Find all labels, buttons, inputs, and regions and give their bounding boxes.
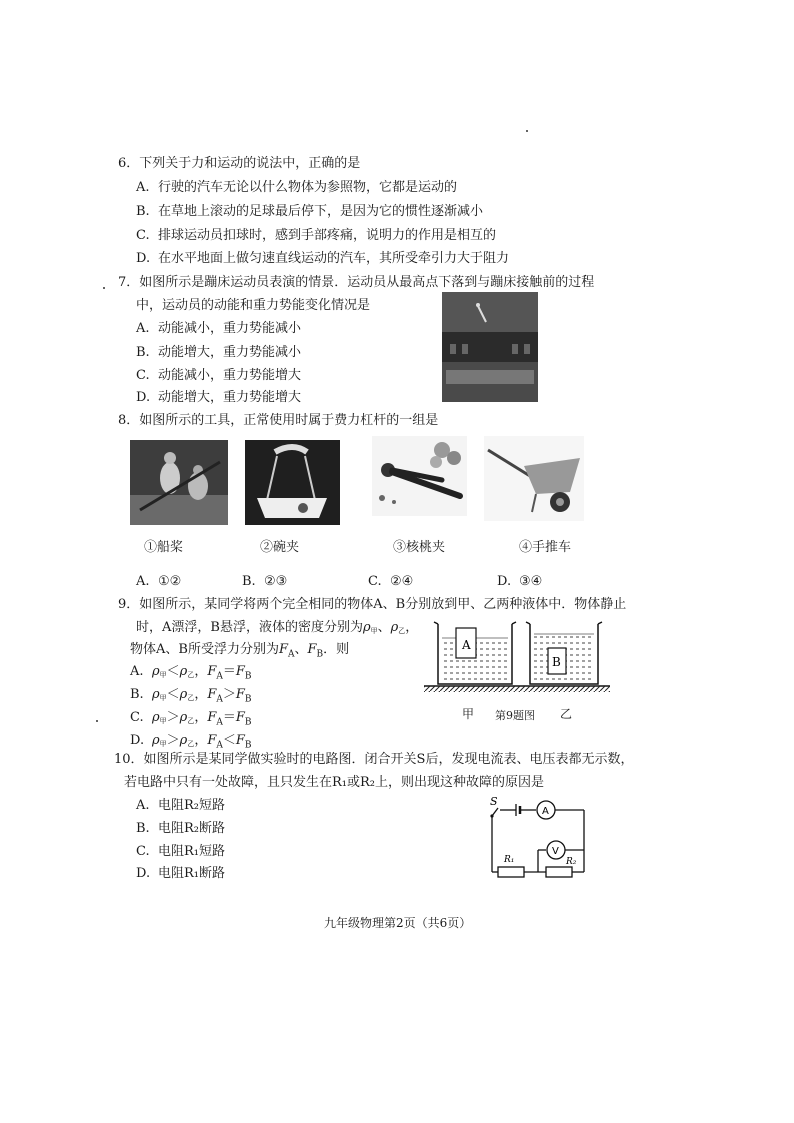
r2-resistor [546,867,572,877]
box-a-label: A [462,638,471,652]
switch-label: S [490,796,498,808]
q7-stem-line1: 7．如图所示是蹦床运动员表演的情景．运动员从最高点下落到与蹦床接触前的过程 [118,275,595,290]
wheelbarrow-photo-image [484,436,584,521]
q9-beakers-figure [420,616,612,696]
q8-option-b: B. ②③ [242,574,288,589]
trampoline-photo [442,292,538,402]
q9-stem-line2: 时，A漂浮，B悬浮，液体的密度分别为ρ甲、ρ乙， [136,620,419,635]
q10-option-d: D. 电阻R₁断路 [136,866,225,881]
ground-hatch [424,686,610,692]
scan-speck [96,720,98,722]
page-footer: 九年级物理第2页（共6页） [324,916,472,930]
box-b-label: B [552,655,561,669]
q8-stem: 8．如图所示的工具，正常使用时属于费力杠杆的一组是 [118,413,439,428]
rho-jia: ρ甲 [362,620,378,635]
q6-stem: 6．下列关于力和运动的说法中，正确的是 [118,156,361,171]
nutcracker-photo-image [372,436,467,516]
q6-option-d: D. 在水平地面上做匀速直线运动的汽车，其所受牵引力大于阻力 [136,251,510,266]
q6-option-b: B. 在草地上滚动的足球最后停下，是因为它的惯性逐渐减小 [136,204,484,219]
q9-option-a: A. ρ甲＜ρ乙，$F_A=F_B$ [130,664,252,682]
q9-option-d: D. ρ甲＞ρ乙，$F_A<F_B$ [130,733,252,751]
scan-speck [103,287,105,289]
q6-option-c: C. 排球运动员扣球时，感到手部疼痛，说明力的作用是相互的 [136,228,497,243]
q9-option-b: B. ρ甲＜ρ乙，$F_A>F_B$ [130,687,252,705]
q9-fig-caption: 第9题图 [495,709,535,722]
q7-stem-line2: 中，运动员的动能和重力势能变化情况是 [136,298,371,313]
voltmeter-label: V [552,846,559,857]
nutcracker-photo [372,436,467,516]
q9-stem-line3: 物体A、B所受浮力分别为$F_A$、$F_B$．则 [130,642,350,660]
q10-option-b: B. 电阻R₂断路 [136,821,225,836]
q10-circuit-diagram [476,796,596,878]
q9-stem-line1: 9．如图所示，某同学将两个完全相同的物体A、B分别放到甲、乙两种液体中．物体静止 [118,597,627,612]
q8-caption-2: ②碗夹 [260,540,300,555]
q7-option-d: D. 动能增大，重力势能增大 [136,390,302,405]
q10-stem-line2: 若电路中只有一处故障，且只发生在R₁或R₂上，则出现这种故障的原因是 [124,775,544,790]
q10-stem-line1: 10．如图所示是某同学做实验时的电路图．闭合开关S后，发现电流表、电压表都无示数， [114,752,634,767]
q6-option-a: A. 行驶的汽车无论以什么物体为参照物，它都是运动的 [136,180,458,195]
r1-label: R₁ [504,855,515,865]
q10-option-a: A. 电阻R₂短路 [136,798,225,813]
paddle-photo [130,440,228,525]
q8-option-c: C. ②④ [368,574,414,589]
q10-option-c: C. 电阻R₁短路 [136,844,225,859]
beaker-jia [434,622,516,684]
q8-caption-4: ④手推车 [519,540,572,555]
wheelbarrow-photo [484,436,584,521]
scan-speck [526,130,528,132]
ammeter-label: A [542,806,549,817]
bowl-clip-photo [245,440,340,525]
beaker-yi [526,622,602,684]
r1-resistor [498,867,524,877]
q9-option-c: C. ρ甲＞ρ乙，$F_A=F_B$ [130,710,252,728]
r2-label: R₂ [566,857,577,867]
q9-fig-label-jia: 甲 [462,707,475,721]
q8-caption-1: ①船桨 [144,540,184,555]
trampoline-photo-image [442,292,538,402]
paddle-photo-image [130,440,228,525]
bowl-clip-photo-image [245,440,340,525]
q8-option-d: D. ③④ [497,574,543,589]
q8-option-a: A. ①② [136,574,182,589]
q7-option-c: C. 动能减小，重力势能增大 [136,368,302,383]
q9-fig-label-yi: 乙 [560,707,573,721]
rho-yi: ρ乙 [390,620,406,635]
q8-caption-3: ③核桃夹 [393,540,446,555]
q7-option-b: B. 动能增大，重力势能减小 [136,345,302,360]
q7-option-a: A. 动能减小，重力势能减小 [136,321,302,336]
